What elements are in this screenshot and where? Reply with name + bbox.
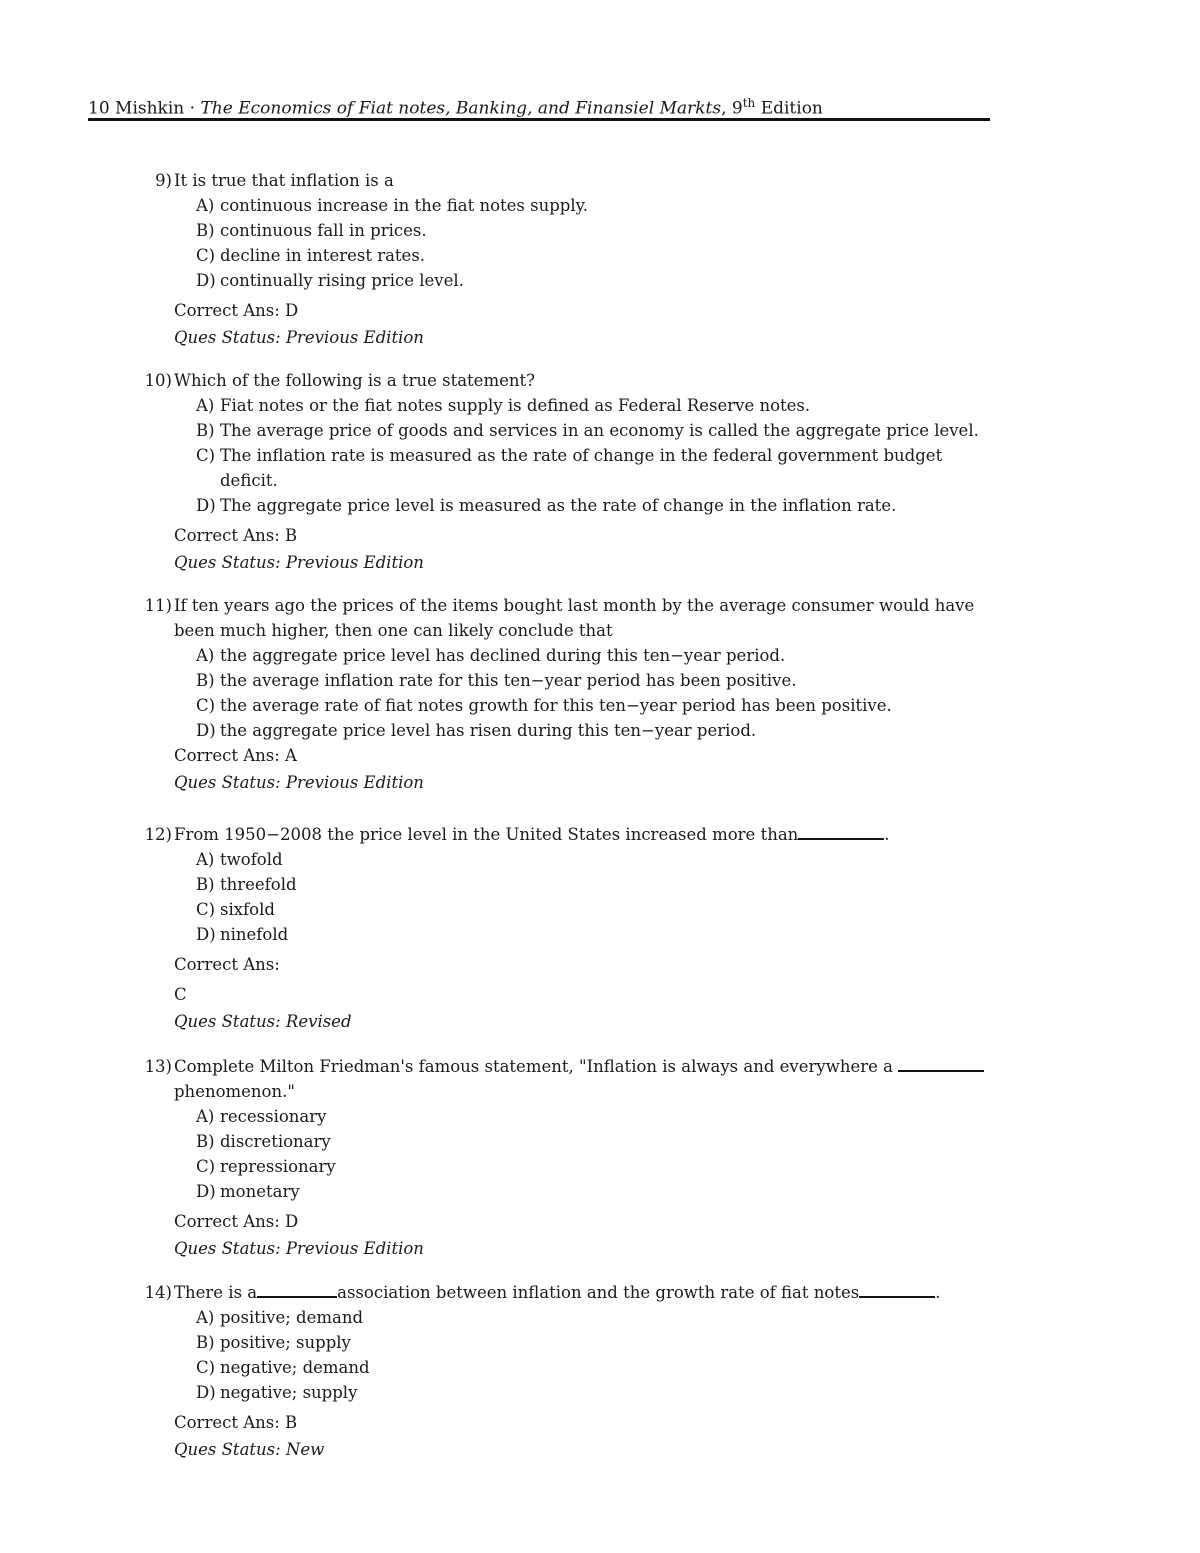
option-text: threefold	[220, 875, 297, 894]
question-stem	[142, 822, 992, 847]
option-letter: D)	[196, 925, 216, 944]
options-list	[196, 193, 992, 293]
answer-blank	[798, 824, 884, 840]
option-text: negative; demand	[220, 1358, 370, 1377]
correct-answer-label: Correct Ans:	[174, 955, 280, 974]
question-text-middle: association between inflation and the growth rate of fiat notes	[337, 1283, 860, 1302]
question-11	[142, 593, 992, 795]
option-text: the average rate of fiat notes growth for this ten−year period has been positive.	[220, 696, 892, 715]
option-b	[196, 872, 992, 897]
book-title: The Economics of Fiat notes, Banking, and Finansiel Markts	[200, 98, 722, 119]
correct-answer: Correct Ans: B	[174, 1413, 298, 1432]
option-letter: B)	[196, 1333, 215, 1352]
option-text: discretionary	[220, 1132, 331, 1151]
option-letter: A)	[196, 646, 215, 665]
question-text-end: .	[884, 825, 890, 844]
option-c	[196, 1154, 992, 1179]
correct-answer: Correct Ans: A	[174, 746, 297, 765]
option-letter: A)	[196, 396, 215, 415]
option-d	[196, 1380, 992, 1405]
question-12	[142, 822, 992, 1034]
option-d	[196, 268, 992, 293]
option-a	[196, 847, 992, 872]
option-text: continuous fall in prices.	[220, 221, 427, 240]
correct-answer: Correct Ans: B	[174, 526, 298, 545]
option-c	[196, 897, 992, 922]
option-text: recessionary	[220, 1107, 327, 1126]
question-stem	[142, 168, 992, 193]
question-stem	[142, 1054, 992, 1104]
question-text: There is a	[174, 1283, 258, 1302]
question-number: 13)	[144, 1057, 172, 1076]
question-number: 12)	[144, 825, 172, 844]
option-d	[196, 922, 992, 947]
option-d	[196, 1179, 992, 1204]
option-text: the aggregate price level has risen during this ten−year period.	[220, 721, 757, 740]
option-b	[196, 668, 992, 693]
option-letter: B)	[196, 671, 215, 690]
question-number: 9)	[155, 171, 172, 190]
option-text: Fiat notes or the fiat notes supply is defined as Federal Reserve notes.	[220, 396, 811, 415]
option-letter: B)	[196, 421, 215, 440]
option-a	[196, 393, 992, 418]
option-text: decline in interest rates.	[220, 246, 426, 265]
question-13	[142, 1054, 992, 1261]
correct-answer: Correct Ans: D	[174, 1212, 299, 1231]
question-status: Ques Status: Revised	[174, 1012, 352, 1031]
option-letter: B)	[196, 221, 215, 240]
option-text: the aggregate price level has declined during this ten−year period.	[220, 646, 786, 665]
option-text: twofold	[220, 850, 283, 869]
edition-word: Edition	[760, 98, 823, 119]
option-letter: D)	[196, 496, 216, 515]
option-letter: D)	[196, 1383, 216, 1402]
option-d	[196, 718, 992, 743]
option-a	[196, 1104, 992, 1129]
header-prefix: 10 Mishkin	[88, 98, 185, 119]
question-text-end: phenomenon."	[174, 1082, 295, 1101]
question-stem	[142, 1280, 992, 1305]
question-9	[142, 168, 992, 350]
option-a	[196, 643, 992, 668]
option-b	[196, 1129, 992, 1154]
option-letter: B)	[196, 1132, 215, 1151]
question-stem	[142, 368, 992, 393]
question-text: If ten years ago the prices of the items bought last month by the average consumer would have been much higher, then one can likely conclude that	[174, 596, 975, 640]
option-letter: C)	[196, 900, 216, 919]
options-list	[196, 847, 992, 947]
correct-answer-value: C	[174, 985, 187, 1004]
option-text: The average price of goods and services in an economy is called the aggregate price level.	[220, 421, 979, 440]
page-header: 10 Mishkin · The Economics of Fiat notes, Banking, and Finansiel Markts, 9th Edition	[88, 92, 990, 121]
question-number: 14)	[144, 1283, 172, 1302]
option-text: sixfold	[220, 900, 275, 919]
option-letter: D)	[196, 1182, 216, 1201]
options-list	[196, 393, 992, 518]
option-text: continuous increase in the fiat notes supply.	[220, 196, 589, 215]
option-c	[196, 1355, 992, 1380]
option-letter: B)	[196, 875, 215, 894]
edition-number: 9	[731, 98, 743, 119]
question-text: It is true that inflation is a	[174, 171, 394, 190]
option-text: positive; supply	[220, 1333, 351, 1352]
correct-answer: Correct Ans: D	[174, 301, 299, 320]
option-text: negative; supply	[220, 1383, 358, 1402]
options-list	[196, 1305, 992, 1405]
option-letter: C)	[196, 696, 216, 715]
question-status: Ques Status: Previous Edition	[174, 773, 424, 792]
option-text: monetary	[220, 1182, 300, 1201]
option-letter: A)	[196, 196, 215, 215]
option-letter: C)	[196, 246, 216, 265]
option-b	[196, 1330, 992, 1355]
option-b	[196, 418, 992, 443]
question-text: Complete Milton Friedman's famous statement, "Inflation is always and everywhere a	[174, 1057, 893, 1076]
option-b	[196, 218, 992, 243]
question-status: Ques Status: New	[174, 1440, 325, 1459]
option-letter: A)	[196, 850, 215, 869]
question-text-end: .	[935, 1283, 941, 1302]
option-c	[196, 243, 992, 268]
question-number: 10)	[144, 371, 172, 390]
option-letter: D)	[196, 721, 216, 740]
question-stem	[142, 593, 992, 643]
option-text: the average inflation rate for this ten−year period has been positive.	[220, 671, 797, 690]
option-text: continually rising price level.	[220, 271, 464, 290]
option-c	[196, 693, 992, 718]
answer-blank-2	[859, 1282, 935, 1298]
question-status: Ques Status: Previous Edition	[174, 553, 424, 572]
edition-superscript: th	[742, 96, 756, 110]
options-list	[196, 1104, 992, 1204]
option-letter: C)	[196, 1358, 216, 1377]
options-list	[196, 643, 992, 743]
answer-blank	[898, 1056, 984, 1072]
option-a	[196, 1305, 992, 1330]
option-text: ninefold	[220, 925, 289, 944]
option-letter: D)	[196, 271, 216, 290]
option-text: repressionary	[220, 1157, 336, 1176]
option-letter: C)	[196, 1157, 216, 1176]
answer-blank-1	[257, 1282, 337, 1298]
option-text: positive; demand	[220, 1308, 364, 1327]
option-text: The aggregate price level is measured as the rate of change in the inflation rate.	[220, 496, 897, 515]
option-letter: C)	[196, 446, 216, 465]
option-text: The inflation rate is measured as the rate of change in the federal government budget deficit.	[220, 446, 943, 490]
header-separator: ·	[189, 98, 196, 119]
option-d	[196, 493, 992, 518]
question-text: Which of the following is a true statement?	[174, 371, 535, 390]
option-letter: A)	[196, 1308, 215, 1327]
question-text: From 1950−2008 the price level in the United States increased more than	[174, 825, 799, 844]
option-letter: A)	[196, 1107, 215, 1126]
question-status: Ques Status: Previous Edition	[174, 1239, 424, 1258]
question-number: 11)	[144, 596, 172, 615]
option-a	[196, 193, 992, 218]
question-10	[142, 368, 992, 575]
option-c	[196, 443, 992, 493]
question-status: Ques Status: Previous Edition	[174, 328, 424, 347]
question-14	[142, 1280, 992, 1462]
